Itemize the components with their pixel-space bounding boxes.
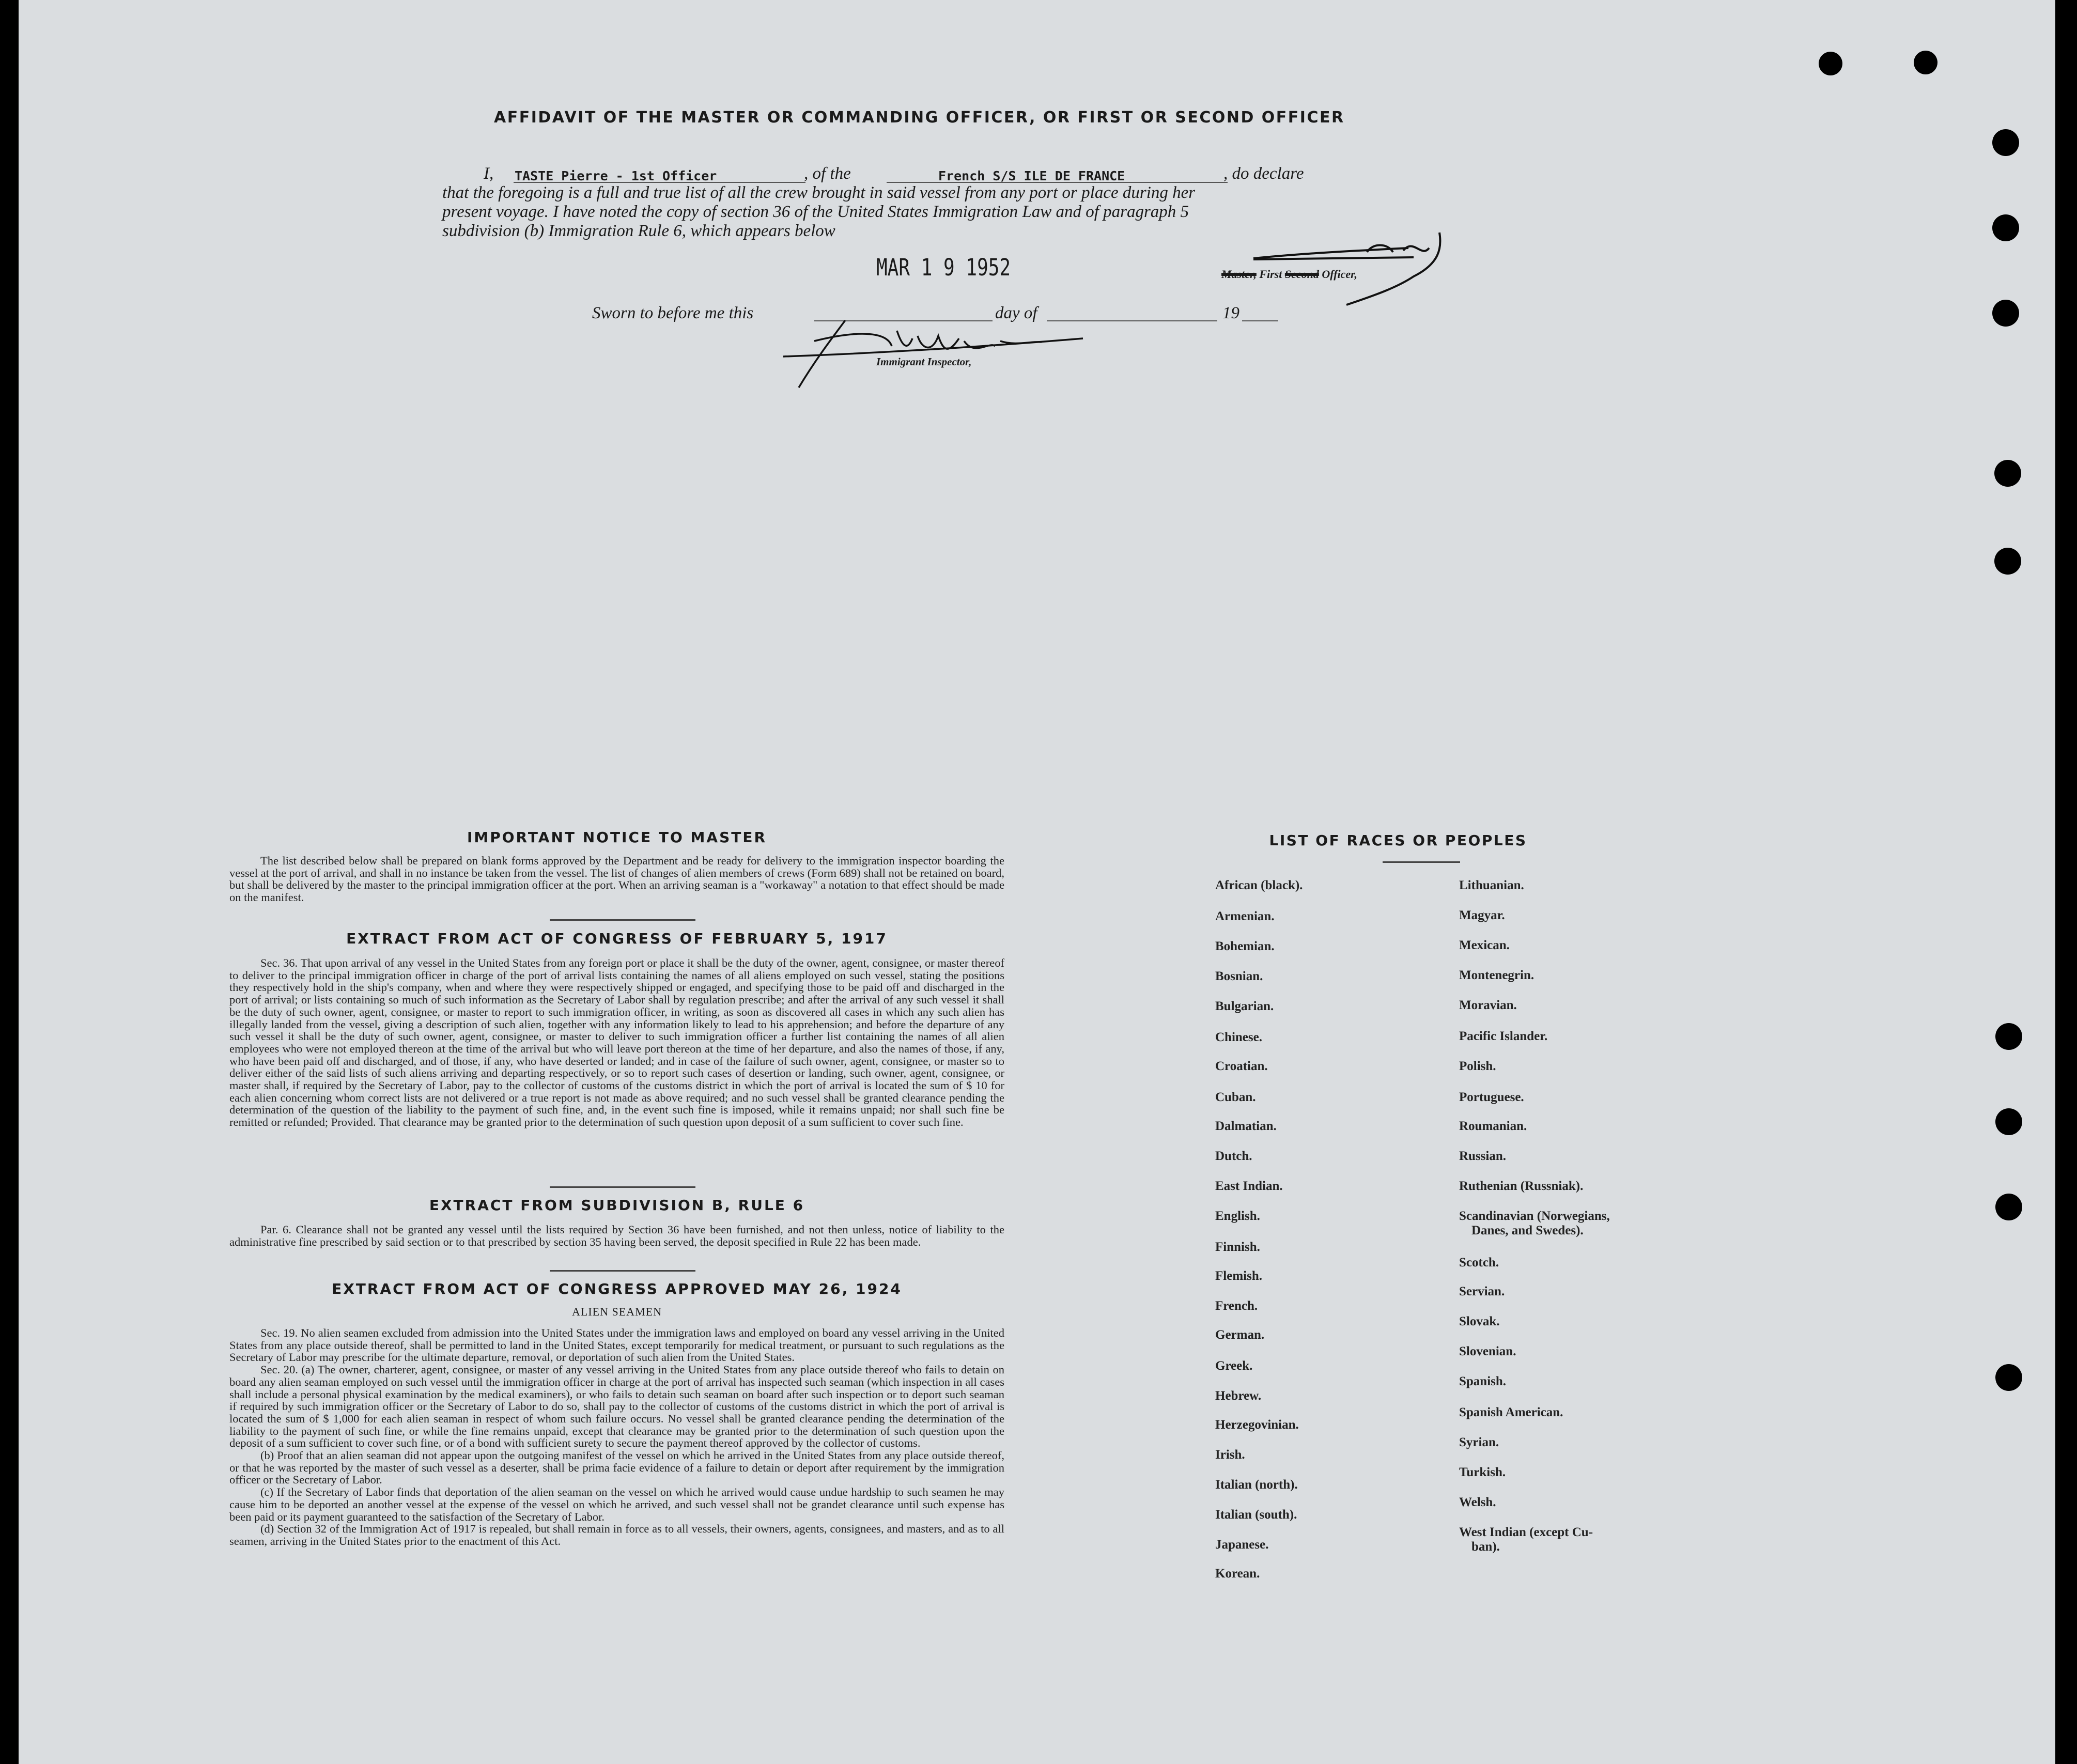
race-item (1459, 1209, 1610, 1238)
race-item-label: Slovak. (1459, 1314, 1500, 1328)
declaration-line-3: present voyage. I have noted the copy of section 36 of the United States Immigration Law and of paragraph 5 (442, 203, 1189, 221)
caption-master: Master, (1221, 268, 1257, 281)
notice-body-text: The list described below shall be prepared on blank forms approved by the Department and be ready for delivery to the immigration inspector boarding the vessel at the port of arrival, and shall in no instance be taken from the vessel. The list of changes of alien members of crews (Form 689) shall not be retained on board, but shall be delivered by the master to the principal immigration officer at the port. When an arriving seaman is a "workaway" a notation to that effect should be made on the manifest. (229, 854, 1004, 904)
binder-hole (1914, 51, 1938, 74)
race-item (1459, 1495, 1496, 1510)
declaration-end: , do declare (1223, 164, 1304, 183)
sec-20a-text: Sec. 20. (a) The owner, charterer, agent, consignee, or master of any vessel arriving in the United States from any place outside thereof who fails to detain on board any alien seaman employed on such vessel until the immigration officer in charge at the port of arrival has inspected such seaman (which inspection in all cases shall include a personal physical examination by the medical examiners), or who fails to detain such seaman on board after such inspection or to deport such seaman if required by such immigration officer or the Secretary of Labor to do so, shall pay to the collector of customs of the customs district in which the port of arrival is located the sum of $ 1,000 for each alien seaman in respect of whom such failure occurs. No vessel shall be granted clearance pending the determination of the liability to the payment of such fine, or while the fine remains unpaid, except that clearance may be granted prior to the determination of such question upon the deposit of a sum sufficient to cover such fine, or of a bond with sufficient surety to secure the payment thereof approved by the collector of customs. (229, 1363, 1004, 1450)
divider (550, 1186, 695, 1188)
race-item: Croatian. (1215, 1059, 1268, 1073)
race-item: Herzegovinian. (1215, 1418, 1299, 1432)
date-stamp: MAR 1 9 1952 (876, 254, 1011, 282)
race-item (1459, 1465, 1506, 1480)
race-item-label: Spanish. (1459, 1374, 1507, 1388)
sec-20d-text: (d) Section 32 of the Immigration Act of 1917 is repealed, but shall remain in force as to all vessels, their owners, agents, consignees, and masters, and as to all seamen, arriving in the United States prior to the enactment of this Act. (229, 1522, 1004, 1548)
year-line (1242, 320, 1278, 321)
race-item: East Indian. (1215, 1179, 1283, 1193)
race-item: Flemish. (1215, 1269, 1262, 1283)
race-item: Dalmatian. (1215, 1119, 1277, 1133)
race-item (1459, 1405, 1563, 1420)
race-item-label: Moravian. (1459, 998, 1517, 1012)
race-item: Irish. (1215, 1448, 1245, 1462)
race-item (1459, 878, 1524, 893)
officer-caption (1221, 268, 1357, 281)
year-prefix: 19 (1222, 304, 1239, 322)
race-item-label: Mexican. (1459, 938, 1510, 952)
officer-name-field: TASTE Pierre - 1st Officer (515, 168, 717, 183)
race-item (1459, 938, 1510, 953)
binder-hole (1995, 1108, 2022, 1135)
divider (550, 919, 695, 921)
race-item: English. (1215, 1209, 1260, 1223)
race-item: Greek. (1215, 1359, 1253, 1373)
races-title: LIST OF RACES OR PEOPLES (1269, 832, 1527, 849)
race-item-label: Turkish. (1459, 1465, 1506, 1479)
alien-seamen-subtitle: ALIEN SEAMEN (572, 1305, 662, 1318)
race-item (1459, 1059, 1496, 1074)
race-item (1459, 1344, 1516, 1359)
vessel-name-underline (887, 182, 1228, 183)
binder-hole (1994, 460, 2021, 487)
race-item: Korean. (1215, 1567, 1260, 1581)
race-item: Armenian. (1215, 909, 1275, 923)
extract-1924-title: EXTRACT FROM ACT OF CONGRESS APPROVED MAY 26, 1924 (332, 1280, 902, 1297)
binder-hole (1992, 214, 2019, 241)
race-item (1459, 1374, 1506, 1389)
binder-hole (1995, 1364, 2022, 1391)
race-item (1459, 1256, 1499, 1270)
day-of-text: day of (995, 304, 1037, 322)
race-item: Italian (north). (1215, 1478, 1298, 1492)
race-item (1459, 1314, 1500, 1329)
sec-20b-text: (b) Proof that an alien seaman did not appear upon the outgoing manifest of the vessel on which he arrived in the United States from any place outside thereof, or that he was reported by the master of such vessel as a deserter, shall be prima facie evidence of a failure to detain or deport after requirement by the immigration officer or the Secretary of Labor. (229, 1449, 1004, 1487)
race-item (1459, 968, 1534, 983)
declaration-i: I, (484, 164, 494, 183)
sec-20c-text: (c) If the Secretary of Labor finds that deportation of the alien seaman on the vessel on which he arrived would cause undue hardship to such seamen he may cause him to be deported an another vessel at the expense of the vessel on which he arrived, and such vessel shall not be grandet clearance until such expense has been paid or its payment guaranteed to the satisfaction of the Secretary of Labor. (229, 1486, 1004, 1523)
divider (550, 1270, 695, 1272)
notice-title: IMPORTANT NOTICE TO MASTER (467, 829, 767, 846)
race-item (1459, 1525, 1593, 1554)
vessel-name-field: French S/S ILE DE FRANCE (938, 168, 1125, 183)
caption-first: First (1259, 268, 1282, 281)
notice-body (229, 855, 1004, 904)
binder-hole (1995, 1023, 2022, 1050)
race-item: Finnish. (1215, 1240, 1260, 1254)
race-item (1459, 1179, 1583, 1194)
extract-rule6-body (229, 1224, 1004, 1248)
race-item: Chinese. (1215, 1030, 1262, 1044)
binder-hole (1992, 129, 2019, 156)
race-item (1459, 1029, 1547, 1044)
declaration-of-the: , of the (804, 164, 851, 183)
race-item-continuation: ban). (1471, 1540, 1500, 1554)
race-item-label: Ruthenian (Russniak). (1459, 1179, 1584, 1193)
sec-19-text: Sec. 19. No alien seamen excluded from admission into the United States under the immigration laws and employed on board any vessel arriving in the United States from any place outside thereof, shall be permitted to land in the United States, except temporarily for medical treatment, or pursuant to such regulations as the Secretary of Labor may prescribe for the ultimate departure, removal, or deportation of such alien from the United States. (229, 1326, 1004, 1364)
caption-second: Second (1284, 268, 1319, 281)
binder-hole (1995, 1194, 2022, 1220)
caption-officer: Officer, (1322, 268, 1358, 281)
document-page (19, 0, 2055, 1764)
race-item-label: Portuguese. (1459, 1090, 1524, 1104)
race-item-label: West Indian (except Cu- (1459, 1525, 1593, 1539)
race-item-continuation: Danes, and Swedes). (1471, 1224, 1584, 1237)
affidavit-title: AFFIDAVIT OF THE MASTER OR COMMANDING OFFICER, OR FIRST OR SECOND OFFICER (494, 109, 1345, 127)
race-item-label: Pacific Islander. (1459, 1029, 1548, 1043)
race-item-label: Slovenian. (1459, 1344, 1516, 1358)
race-item-label: Syrian. (1459, 1435, 1499, 1449)
race-item (1459, 1149, 1506, 1164)
race-item: German. (1215, 1328, 1265, 1342)
race-item: Bulgarian. (1215, 999, 1274, 1013)
race-item (1459, 998, 1517, 1013)
par-6-text: Par. 6. Clearance shall not be granted any vessel until the lists required by Section 36 have been furnished, and not then unless, notice of liability to the administrative fine prescribed by said section or to that prescribed by section 35 having been served, the deposit specified in Rule 22 has been made. (229, 1223, 1004, 1248)
race-item-label: Montenegrin. (1459, 968, 1535, 982)
race-item-label: Spanish American. (1459, 1405, 1563, 1419)
race-item: Hebrew. (1215, 1389, 1262, 1403)
binder-hole (1992, 300, 2019, 327)
race-item (1459, 1285, 1505, 1299)
race-item-label: Russian. (1459, 1149, 1507, 1163)
divider (1383, 861, 1460, 863)
sworn-text: Sworn to before me this (592, 304, 754, 322)
race-item-label: Scandinavian (Norwegians, (1459, 1209, 1610, 1223)
race-item (1459, 1119, 1527, 1134)
race-item (1459, 908, 1505, 923)
race-item-label: Magyar. (1459, 908, 1505, 922)
race-item: Japanese. (1215, 1538, 1269, 1552)
race-item (1459, 1435, 1499, 1450)
binder-hole (1819, 52, 1842, 75)
sec-36-text: Sec. 36. That upon arrival of any vessel in the United States from any foreign port or place it shall be the duty of the owner, agent, consignee, or master thereof to deliver to the principal immigration officer in charge of the port of arrival lists containing the names of all aliens employed on such vessel, stating the positions they respectively hold in the ship's company, when and where they were respectively shipped or engaged, and specifying those to be paid off and discharged in the port of arrival; or lists containing so much of such information as the Secretary of Labor shall by regulation prescribe; and after the arrival of any such vessel it shall be the duty of such owner, agent, consignee, or master to report to such immigration officer, in writing, as soon as discovered all cases in which any such alien has illegally landed from the vessel, giving a description of such alien, together with any information likely to lead to his apprehension; and before the departure of any such vessel it shall be the duty of such owner, agent, consignee, or master to deliver to such immigration officer a further list containing the names of all alien employees who were not employed thereon at the time of the arrival but who will leave port thereon at the time of her departure, and also the names of those, if any, who have been paid off and discharged, and of those, if any, who have deserted or landed; and in case of the failure of such owner, agent, consignee, or master so to deliver either of the said lists of such aliens arriving and departing respectively, or so to report such cases of desertion or landing, such owner, agent, consignee, or master shall, if required by the Secretary of Labor, pay to the collector of customs of the customs district in which the port of arrival is located the sum of $ 10 for each alien concerning whom correct lists are not delivered or a true report is not made as above required; and no such vessel shall be granted clearance pending the determination of the question of the liability to the payment of such fine, and, in the event such fine is imposed, while it remains unpaid; nor shall such fine be remitted or refunded; Provided. That clearance may be granted prior to the determination of such question upon deposit of a sum sufficient to cover such fine. (229, 956, 1004, 1129)
race-item-label: Servian. (1459, 1285, 1505, 1298)
race-item-label: Roumanian. (1459, 1119, 1527, 1133)
race-item: Bohemian. (1215, 939, 1275, 953)
race-item-label: Scotch. (1459, 1256, 1499, 1270)
extract-1924-body (229, 1327, 1004, 1548)
race-item: African (black). (1215, 878, 1303, 892)
declaration-line-2: that the foregoing is a full and true list of all the crew brought in said vessel from any port or place during her (442, 183, 1196, 202)
binder-hole (1994, 548, 2021, 575)
race-item: French. (1215, 1299, 1258, 1313)
extract-1917-title: EXTRACT FROM ACT OF CONGRESS OF FEBRUARY 5, 1917 (346, 930, 888, 947)
race-item-label: Polish. (1459, 1059, 1496, 1073)
extract-rule6-title: EXTRACT FROM SUBDIVISION B, RULE 6 (429, 1197, 805, 1214)
race-item-label: Lithuanian. (1459, 878, 1524, 892)
extract-1917-body (229, 957, 1004, 1128)
race-item: Italian (south). (1215, 1508, 1297, 1522)
race-item-label: Welsh. (1459, 1495, 1496, 1509)
officer-name-underline (514, 182, 805, 183)
race-item (1459, 1090, 1524, 1105)
race-item: Cuban. (1215, 1090, 1256, 1104)
inspector-caption: Immigrant Inspector, (876, 355, 972, 368)
declaration-line-4: subdivision (b) Immigration Rule 6, which appears below (442, 222, 835, 240)
race-item: Dutch. (1215, 1149, 1252, 1163)
race-item: Bosnian. (1215, 969, 1263, 983)
